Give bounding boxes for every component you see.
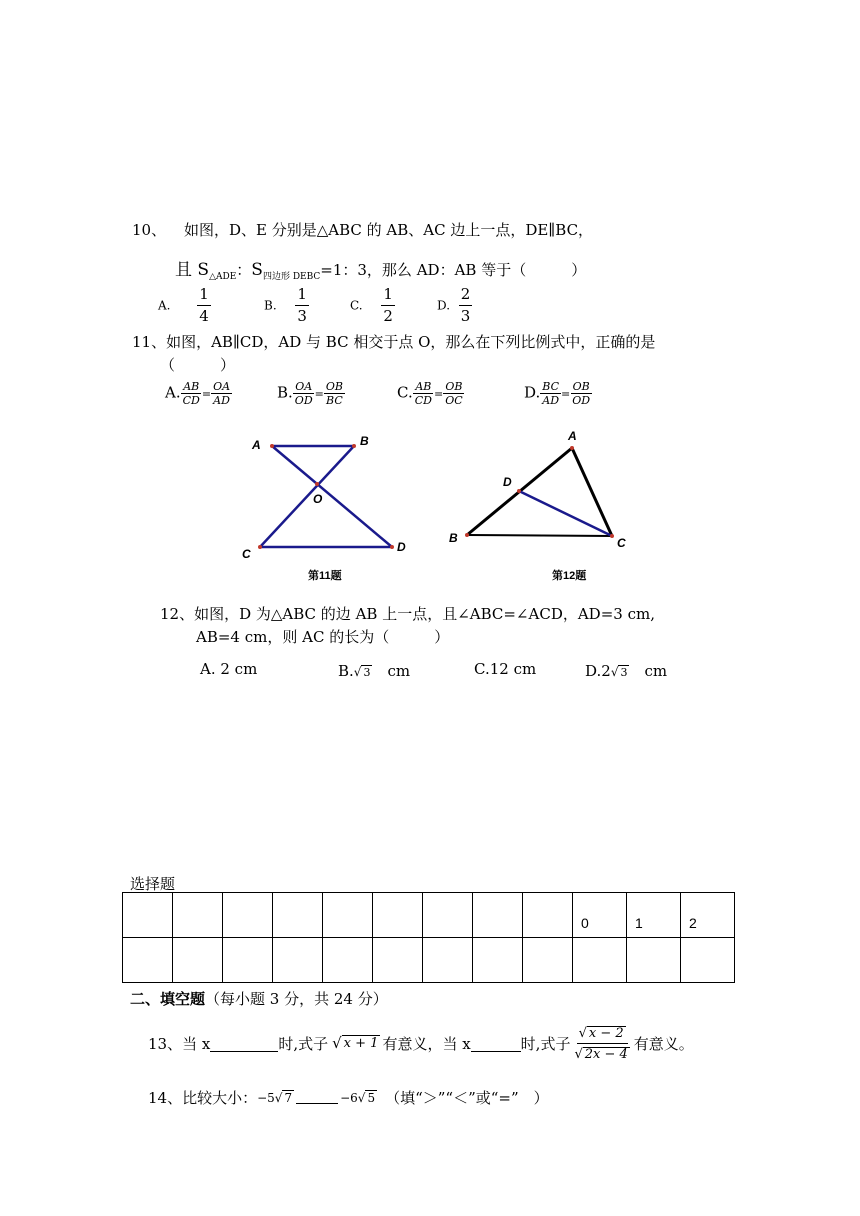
- table-cell[interactable]: [373, 938, 423, 983]
- q11-b-d1: OD: [294, 394, 313, 407]
- table-cell[interactable]: 0: [573, 893, 627, 938]
- fig11-points: [258, 444, 394, 549]
- answer-table-row-2: [123, 938, 735, 983]
- fig12-side-bc: [467, 535, 612, 536]
- q12-option-d[interactable]: [585, 660, 667, 681]
- table-cell[interactable]: [123, 893, 173, 938]
- fig11-label-c: C: [242, 547, 251, 561]
- q11-line2: （ ）: [160, 356, 236, 374]
- q12-b-radicand: 3: [363, 666, 371, 679]
- q10-c-den: 2: [383, 307, 393, 325]
- table-cell[interactable]: [273, 893, 323, 938]
- section2-heading: [130, 988, 388, 1009]
- table-cell[interactable]: [423, 893, 473, 938]
- q10-s-label: 且 S: [175, 260, 210, 280]
- q12-d-radicand: 3: [620, 666, 628, 679]
- q11-d-n2: OB: [572, 380, 590, 393]
- table-cell[interactable]: [173, 938, 223, 983]
- q10-option-a-label: A.: [158, 298, 171, 313]
- q10-option-d-label: D.: [437, 298, 451, 313]
- sqrt-icon: √: [578, 1025, 587, 1041]
- q10-option-c[interactable]: [350, 287, 395, 324]
- q13-den-radicand: 2x − 4: [584, 1046, 628, 1062]
- fig12-label-b: B: [449, 531, 458, 545]
- fig11-label-a: A: [252, 438, 261, 452]
- q11-c-eq: =: [433, 387, 444, 401]
- fig11-point-b: [352, 444, 356, 448]
- table-cell[interactable]: [323, 938, 373, 983]
- q13-part5: 有意义。: [633, 1034, 694, 1053]
- q12-b-label: B.: [338, 662, 354, 680]
- q14-part2: （填“＞”“＜”或“=” ）: [385, 1089, 549, 1107]
- q10-colon: ：: [236, 261, 252, 279]
- q14-part1: 14、比较大小：: [148, 1089, 258, 1107]
- q14-lhs-coef: −5: [257, 1090, 275, 1105]
- answer-table-row-1: [123, 893, 735, 938]
- q10-option-c-label: C.: [350, 298, 363, 313]
- table-cell[interactable]: [373, 893, 423, 938]
- answer-table-title: 选择题: [130, 875, 176, 893]
- fig11-point-d: [390, 545, 394, 549]
- fig11-label-d: D: [397, 540, 406, 554]
- q13-radicand-1: x + 1: [343, 1036, 379, 1051]
- table-cell[interactable]: [473, 938, 523, 983]
- fig11-caption: 第11题: [308, 570, 342, 582]
- q10-sub-debc: 四边形 DEBC: [262, 272, 321, 282]
- q10-option-d[interactable]: [437, 287, 472, 324]
- table-cell[interactable]: [123, 938, 173, 983]
- fig11-lines: [260, 446, 392, 547]
- q11-c-n2: OB: [445, 380, 463, 393]
- figure-11: [230, 425, 430, 590]
- q11-c-d2: OC: [445, 394, 463, 407]
- q13: [148, 1018, 694, 1068]
- table-cell[interactable]: [523, 893, 573, 938]
- table-cell[interactable]: [473, 893, 523, 938]
- q10-number: 10、: [132, 221, 167, 239]
- q12-line2: AB=4 cm，则 AC 的长为（ ）: [196, 628, 450, 646]
- fig12-label-a: A: [568, 429, 577, 443]
- q10-s2-label: S: [251, 260, 263, 280]
- q11-b-n1: OA: [295, 380, 313, 393]
- section2-note: （每小题 3 分，共 24 分）: [205, 990, 388, 1008]
- answer-table: [122, 892, 735, 983]
- q13-fraction: [572, 1026, 631, 1061]
- q10-option-b-label: B.: [264, 298, 277, 313]
- q10-line2: [175, 255, 586, 282]
- table-cell[interactable]: [681, 938, 735, 983]
- q11-a-n2: OA: [213, 380, 231, 393]
- fig12-point-d: [517, 489, 521, 493]
- q12-option-c[interactable]: C.12 cm: [474, 660, 537, 678]
- figure-12: [440, 425, 640, 590]
- q14-blank[interactable]: [296, 1091, 338, 1104]
- sqrt-icon: √: [353, 665, 362, 679]
- q12-d-label: D.2: [585, 662, 611, 680]
- q14-rhs-coef: −6: [340, 1090, 358, 1105]
- q13-blank-1[interactable]: [210, 1035, 278, 1052]
- table-cell[interactable]: [523, 938, 573, 983]
- q14-lhs-radicand: 7: [284, 1091, 293, 1105]
- fig12-point-c: [610, 534, 614, 538]
- q11-d-d2: OD: [572, 394, 591, 407]
- q11-d-eq: =: [561, 387, 571, 401]
- fig11-segment-bc: [260, 446, 354, 547]
- table-cell[interactable]: [173, 893, 223, 938]
- table-cell[interactable]: [423, 938, 473, 983]
- sqrt-icon: √: [332, 1034, 342, 1052]
- fig12-label-c: C: [617, 536, 626, 550]
- q10-b-den: 3: [297, 307, 307, 325]
- sqrt-icon: √: [357, 1090, 366, 1105]
- q11-option-c-label: C.: [397, 383, 413, 402]
- q11-d-d1: AD: [542, 394, 560, 407]
- q11-option-a-label: A.: [165, 383, 181, 402]
- q14-rhs-radicand: 5: [367, 1091, 376, 1105]
- q13-blank-2[interactable]: [471, 1035, 521, 1052]
- q11-option-d[interactable]: [524, 381, 592, 406]
- q11-d-n1: BC: [542, 380, 559, 393]
- q11-option-c[interactable]: [397, 381, 465, 406]
- q10-a-den: 4: [199, 307, 209, 325]
- fig11-segment-ad: [272, 446, 392, 547]
- fig12-point-a: [570, 446, 574, 450]
- fig12-segment-dc: [519, 491, 612, 536]
- fig11-label-b: B: [360, 434, 369, 448]
- q10-sub-ade: △ADE: [209, 272, 237, 282]
- q11-option-b-label: B.: [277, 383, 293, 402]
- table-cell[interactable]: [323, 893, 373, 938]
- q10-line1: 如图，D、E 分别是△ABC 的 AB、AC 边上一点，DE∥BC，: [184, 221, 594, 239]
- q11-a-n1: AB: [183, 380, 200, 393]
- q11-c-d1: CD: [414, 394, 432, 407]
- q11-option-a[interactable]: [165, 381, 232, 406]
- q11-c-n1: AB: [415, 380, 432, 393]
- fig11-point-o: [315, 482, 319, 486]
- fig12-lines: [467, 448, 612, 536]
- q13-part3: 有意义，当 x: [382, 1034, 471, 1053]
- q10-option-b[interactable]: [264, 287, 309, 324]
- q12-b-unit: cm: [372, 662, 411, 680]
- sqrt-icon: √: [274, 1090, 283, 1105]
- q10-d-den: 3: [460, 307, 471, 325]
- fig11-point-c: [258, 545, 262, 549]
- q11-line1: 11、如图，AB∥CD，AD 与 BC 相交于点 O，那么在下列比例式中，正确的是: [132, 333, 656, 351]
- q11-b-n2: OB: [325, 380, 343, 393]
- q12-option-a[interactable]: A. 2 cm: [200, 660, 258, 678]
- table-cell[interactable]: [273, 938, 323, 983]
- table-cell[interactable]: [627, 938, 681, 983]
- q10-a-num: 1: [197, 287, 211, 306]
- q13-part2: 时,式子: [278, 1034, 329, 1053]
- q12-d-unit: cm: [629, 662, 668, 680]
- q11-option-d-label: D.: [524, 383, 541, 402]
- q13-part1: 13、当 x: [148, 1034, 211, 1053]
- q12-line1: 12、如图，D 为△ABC 的边 AB 上一点，且∠ABC=∠ACD，AD=3 cm,: [160, 605, 655, 623]
- q10-d-num: 2: [459, 287, 473, 306]
- q13-part4: 时,式子: [520, 1034, 571, 1053]
- table-cell[interactable]: [573, 938, 627, 983]
- q11-a-eq: =: [201, 387, 212, 401]
- fig11-point-a: [270, 444, 274, 448]
- q11-a-d1: CD: [182, 394, 200, 407]
- q11-b-d2: BC: [326, 394, 343, 407]
- q10-c-num: 1: [381, 287, 395, 306]
- q10-ratio-text: =1：3，那么 AD：AB 等于（ ）: [320, 261, 587, 279]
- q11-option-b[interactable]: [277, 381, 345, 406]
- q11-b-eq: =: [314, 387, 324, 401]
- q13-num-radicand: x − 2: [588, 1025, 624, 1041]
- fig12-point-b: [465, 533, 469, 537]
- fig12-caption: 第12题: [552, 570, 587, 582]
- q11-a-d2: AD: [213, 394, 230, 407]
- table-cell[interactable]: [223, 893, 273, 938]
- fig12-label-d: D: [503, 475, 512, 489]
- table-cell[interactable]: [223, 938, 273, 983]
- section2-title: 二、填空题: [130, 990, 206, 1008]
- q14: [148, 1087, 549, 1108]
- q10-option-a[interactable]: [158, 287, 211, 324]
- sqrt-icon: √: [574, 1046, 583, 1062]
- fig11-label-o: O: [313, 492, 323, 506]
- sqrt-icon: √: [610, 665, 619, 679]
- q12-option-b[interactable]: [338, 660, 410, 681]
- q10-b-num: 1: [295, 287, 309, 306]
- table-cell[interactable]: 1: [627, 893, 681, 938]
- table-cell[interactable]: 2: [681, 893, 735, 938]
- fig12-side-ac: [572, 448, 612, 536]
